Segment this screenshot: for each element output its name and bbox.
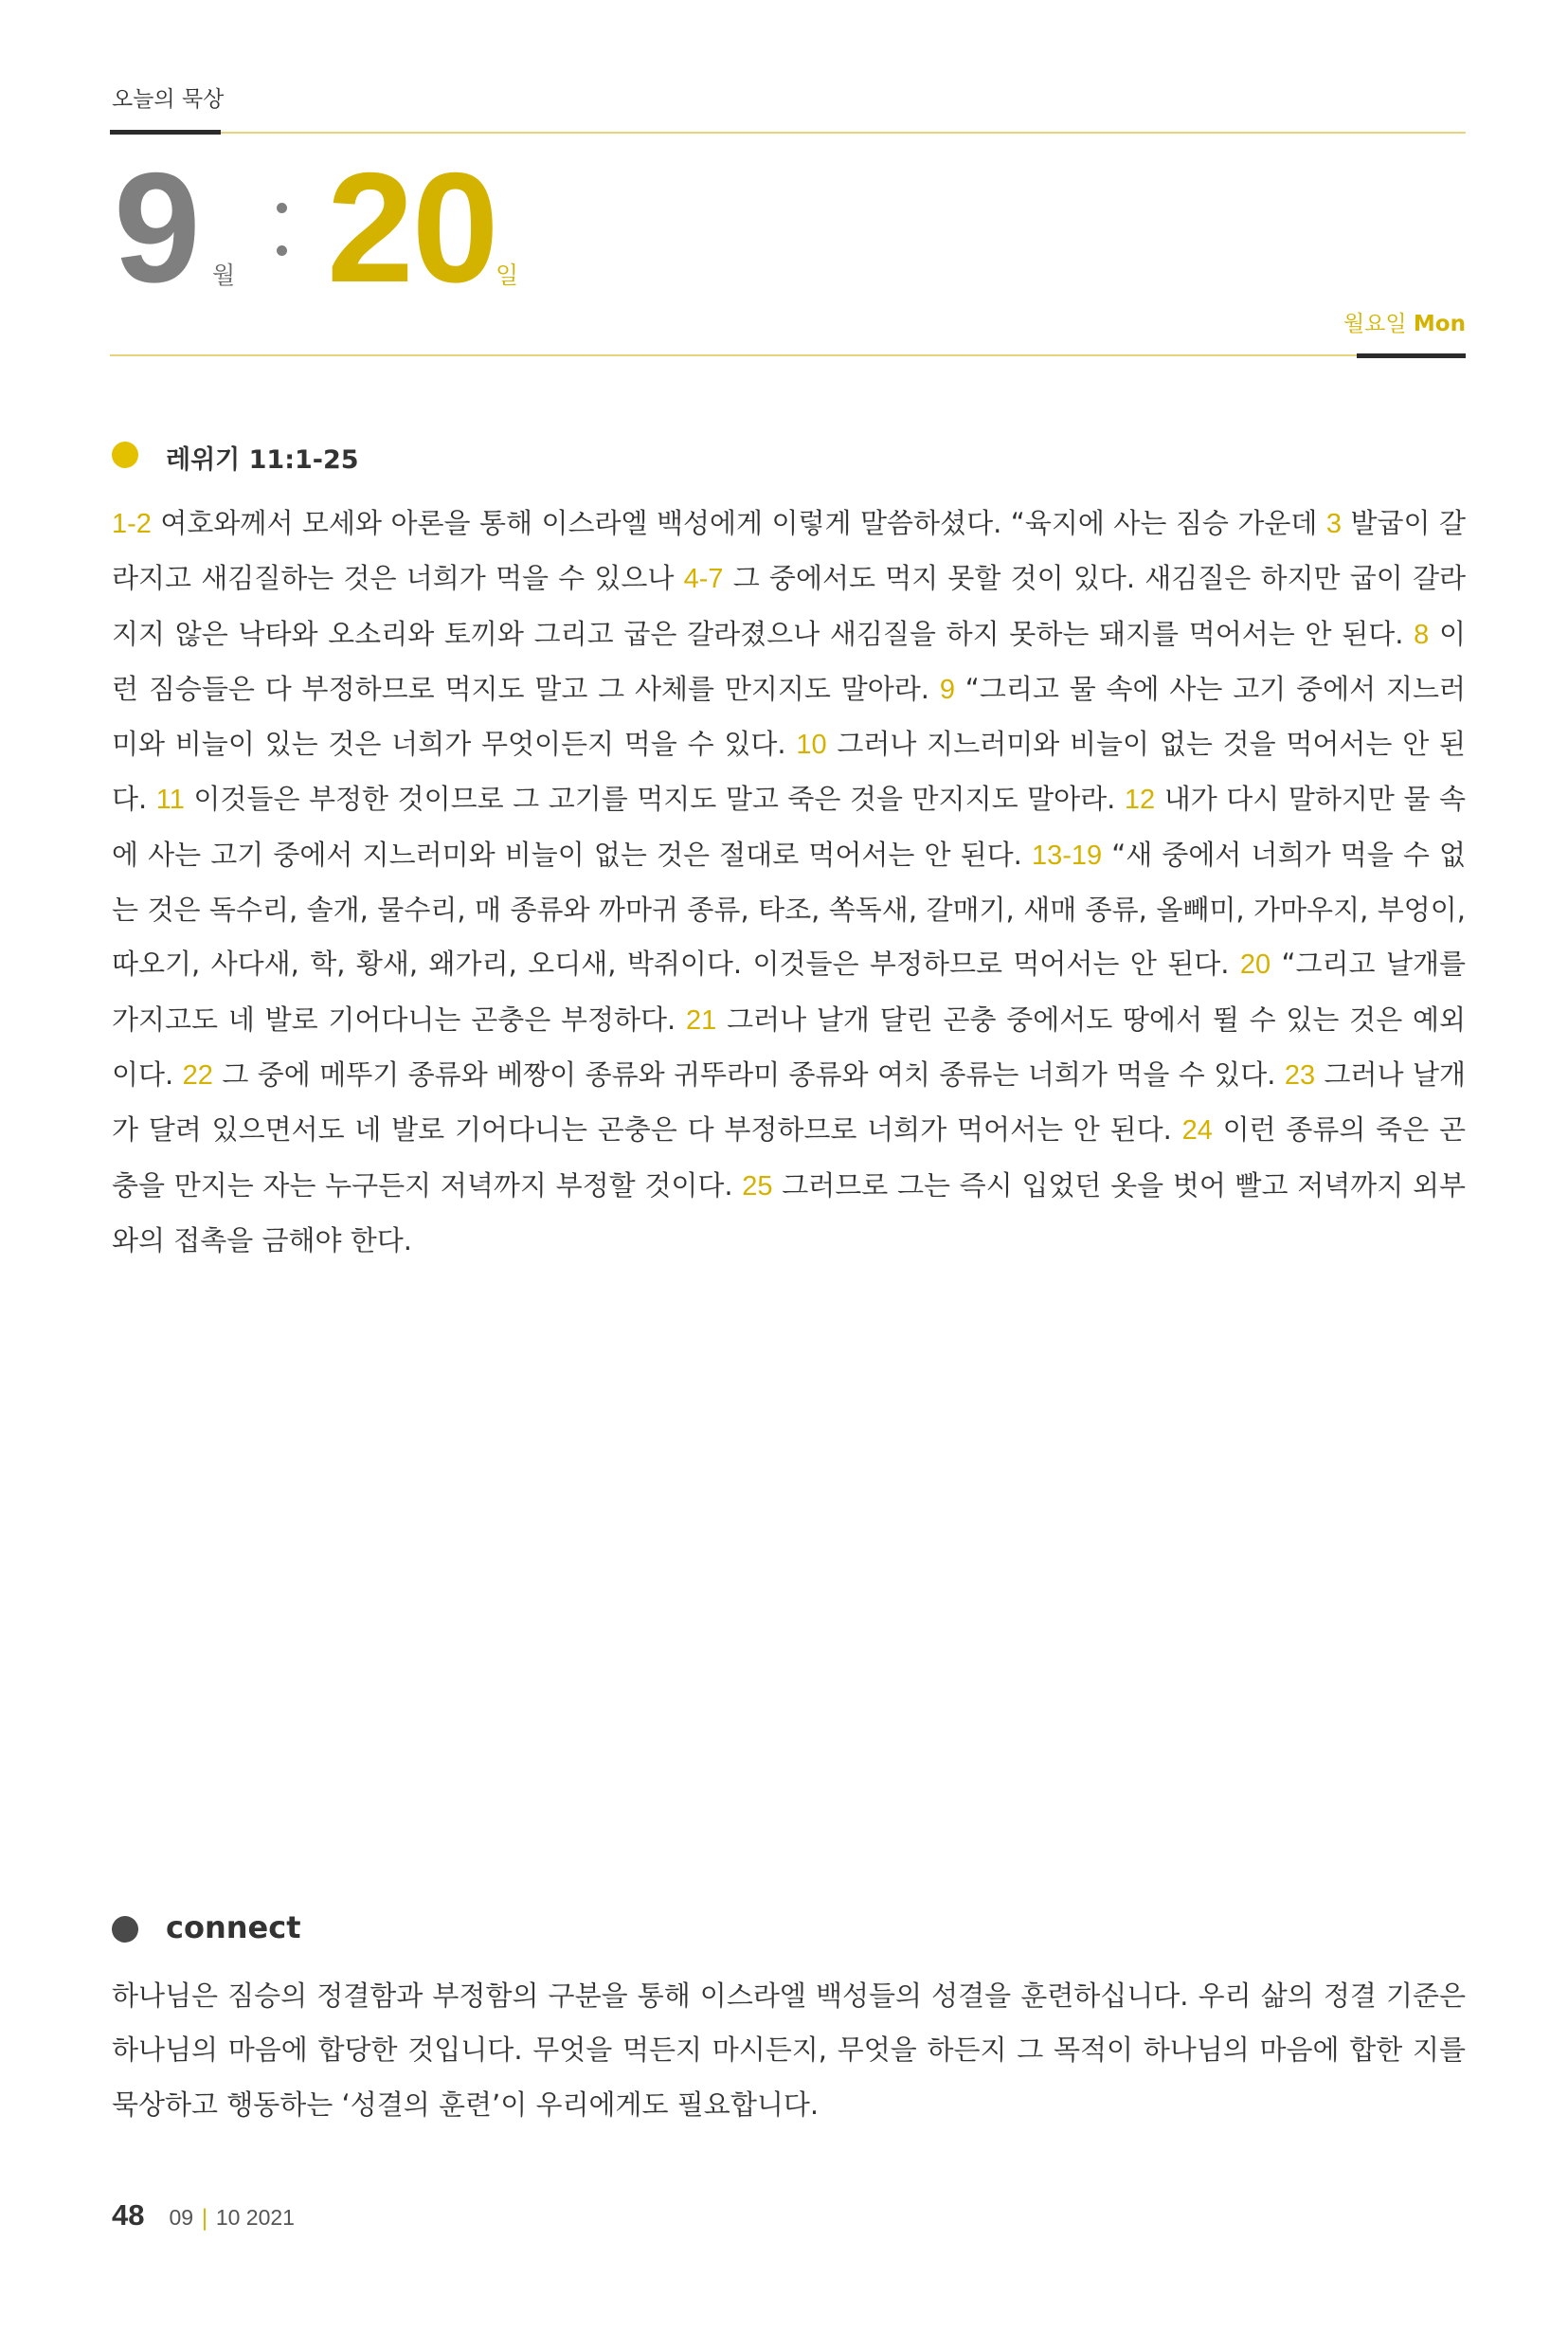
verse-number: 12 — [1124, 785, 1156, 816]
connect-body: 하나님은 짐승의 정결함과 부정함의 구분을 통해 이스라엘 백성들의 성결을 훈련하십니다. 우리 삶의 정결 기준은 하나님의 마음에 합당한 것입니다. 무엇을 먹든지 마시든지, 무엇을 하든지 그 목적이 하나님의 마음에 합한 지를 묵상하고 행동하는 ‘성결의 훈련’이 우리에게도 필요합니다. — [112, 1979, 1466, 2121]
date-divider — [110, 354, 1466, 356]
scripture-body — [112, 497, 1466, 1268]
verse-text: 그 중에서도 먹지 못할 것이 있다. 새김질은 하지만 굽이 갈라지지 않은 낙타와 오소리와 토끼와 그리고 굽은 갈라졌으나 새김질을 하지 못하는 돼지를 먹어서는 안 된다. — [112, 562, 1466, 650]
date-day: 20 — [327, 140, 497, 315]
footer-separator: | — [201, 2206, 208, 2231]
verse-number: 22 — [182, 1059, 213, 1091]
verse-number: 24 — [1181, 1115, 1213, 1147]
footer-month-range: 09 — [169, 2205, 194, 2230]
connect-title: connect — [166, 1909, 301, 1945]
date-month-unit: 월 — [212, 262, 236, 289]
verse-number: 1-2 — [112, 509, 152, 539]
verse-text: “그리고 날개를 가지고도 네 발로 기어다니는 곤충은 부정하다. — [112, 948, 1467, 1036]
verse-text: 내가 다시 말하지만 물 속에 사는 고기 중에서 지느러미와 비늘이 없는 것은 절대로 먹어서는 안 된다. — [112, 783, 1466, 871]
verse-number: 8 — [1414, 619, 1430, 650]
verse-text: 그러므로 그는 즉시 입었던 옷을 벗어 빨고 저녁까지 외부와의 접촉을 금해야 한다. — [112, 1168, 1466, 1256]
verse-number: 9 — [939, 674, 955, 705]
verse-text: 그러나 날개가 달려 있으면서도 네 발로 기어다니는 곤충은 다 부정하므로 너희가 먹어서는 안 된다. — [112, 1058, 1467, 1147]
scripture-bullet-icon — [112, 442, 138, 468]
section-label: 오늘의 묵상 — [112, 87, 225, 112]
weekday-en: Mon — [1413, 312, 1466, 336]
verse-text: 이런 종류의 죽은 곤충을 만지는 자는 누구든지 저녁까지 부정할 것이다. — [112, 1113, 1466, 1202]
header-tab-bar — [110, 130, 221, 135]
verse-text: 이런 짐승들은 다 부정하므로 먹지도 말고 그 사체를 만지지도 말아라. — [112, 617, 1466, 705]
footer-issue: 10 2021 — [215, 2205, 295, 2230]
verse-text: “그리고 물 속에 사는 고기 중에서 지느러미와 비늘이 있는 것은 너희가 무엇이든지 먹을 수 있다. — [112, 672, 1467, 761]
verse-number: 21 — [686, 1004, 717, 1036]
verse-text: “새 중에서 너희가 먹을 수 없는 것은 독수리, 솔개, 물수리, 매 종류와 까마귀 종류, 타조, 쏙독새, 갈매기, 새매 종류, 올빼미, 가마우지, 부엉이, 따오기, 사다새, 학, 황새, 왜가리, 오디새, 박쥐이다. 이것들은 부정하므로 먹어서는 안 된다. — [112, 838, 1466, 981]
weekday-ko: 월요일 — [1343, 312, 1407, 336]
verse-number: 23 — [1284, 1059, 1316, 1091]
verse-text: 이것들은 부정한 것이므로 그 고기를 먹지도 말고 죽은 것을 만지지도 말아라. — [184, 783, 1125, 816]
page-footer — [112, 2198, 295, 2232]
date-tab-bar — [1357, 353, 1466, 358]
verse-number: 3 — [1325, 509, 1342, 539]
verse-number: 20 — [1239, 949, 1271, 981]
date-month: 9 — [114, 140, 197, 315]
weekday — [1343, 306, 1466, 337]
verse-text: 그러나 지느러미와 비늘이 없는 것을 먹어서는 안 된다. — [112, 728, 1466, 816]
verse-text: 그러나 날개 달린 곤충 중에서도 땅에서 뛸 수 있는 것은 예외이다. — [112, 1003, 1466, 1091]
verse-text: 발굽이 갈라지고 새김질하는 것은 너희가 먹을 수 있으나 — [112, 507, 1466, 595]
verse-text: 그 중에 메뚜기 종류와 베짱이 종류와 귀뚜라미 종류와 여치 종류는 너희가 먹을 수 있다. — [212, 1058, 1285, 1091]
verse-number: 25 — [742, 1170, 773, 1202]
verse-number: 10 — [796, 730, 827, 761]
header-divider — [221, 132, 1466, 134]
verse-number: 11 — [155, 785, 185, 816]
verse-text: 여호와께서 모세와 아론을 통해 이스라엘 백성에게 이렇게 말씀하셨다. “육지에 사는 짐승 가운데 — [151, 507, 1326, 539]
date-colon — [277, 203, 290, 269]
verse-number: 4-7 — [683, 564, 724, 595]
verse-number: 13-19 — [1031, 840, 1103, 871]
page-number: 48 — [112, 2198, 145, 2232]
date-day-unit: 일 — [496, 262, 519, 289]
connect-bullet-icon — [112, 1916, 138, 1943]
scripture-reference: 레위기 11:1-25 — [166, 445, 359, 475]
